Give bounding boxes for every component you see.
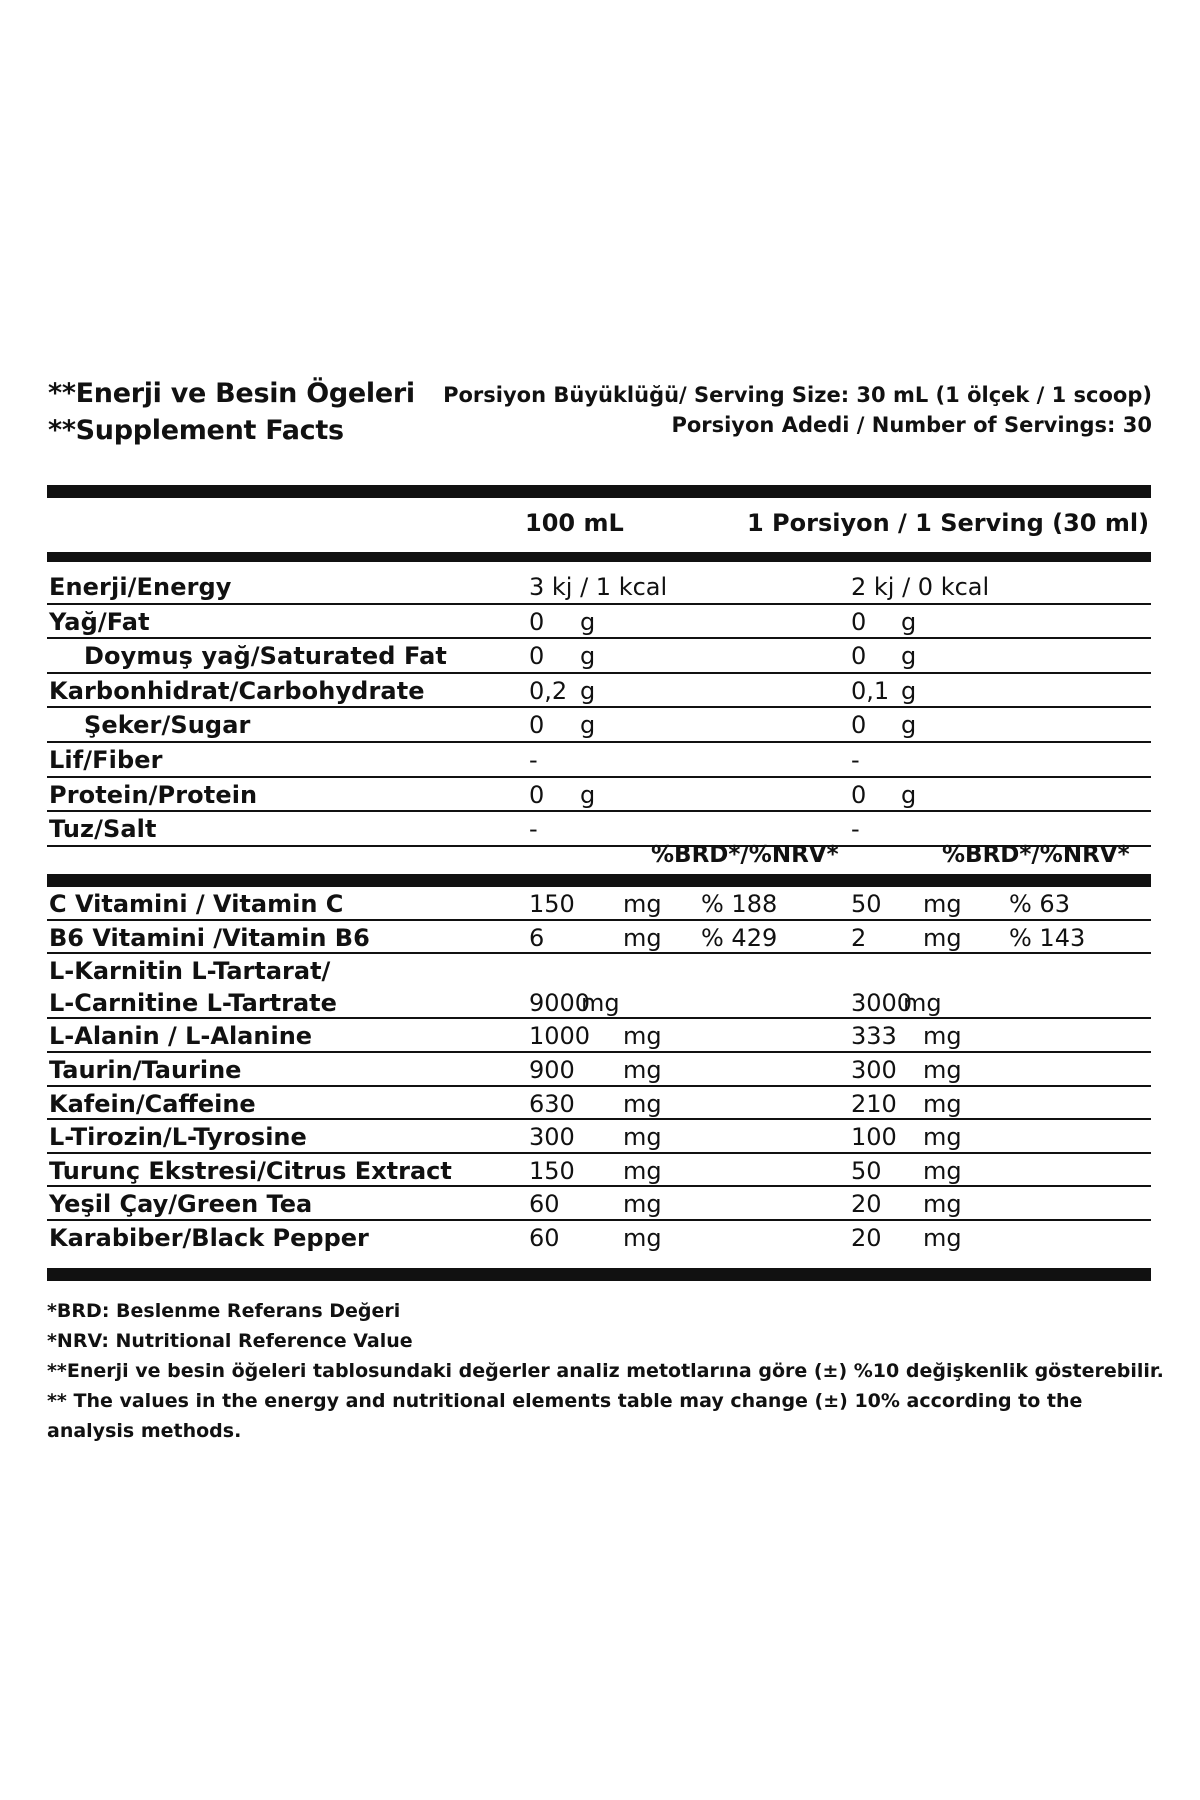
ingredient-name: L-Tirozin/L-Tyrosine xyxy=(49,1123,307,1152)
active-ingredients-table xyxy=(47,887,1151,1253)
unit-serving: g xyxy=(901,607,917,636)
value-100ml: 60 xyxy=(529,1190,560,1219)
value-serving: 0 xyxy=(851,780,867,809)
value-serving: 2 kj / 0 kcal xyxy=(851,573,990,601)
nutrient-name: Yağ/Fat xyxy=(49,607,150,636)
unit-100ml: mg xyxy=(623,1190,662,1219)
nutrient-name: Karbonhidrat/Carbohydrate xyxy=(49,676,425,705)
unit-serving: mg xyxy=(923,1089,962,1118)
unit-serving: g xyxy=(901,780,917,809)
table-row xyxy=(47,674,1151,709)
footnote-variance-tr: **Enerji ve besin öğeleri tablosundaki değerler analiz metotlarına göre (±) %10 değişkenlik gösterebilir. xyxy=(47,1360,1164,1382)
value-serving: 100 xyxy=(851,1123,897,1152)
nrv-label-100ml: %BRD*/%NRV* xyxy=(651,842,839,868)
ingredient-name: Kafein/Caffeine xyxy=(49,1089,256,1118)
value-serving: - xyxy=(851,815,860,844)
ingredient-name: B6 Vitamini /Vitamin B6 xyxy=(49,923,370,952)
unit-100ml: mg xyxy=(623,923,662,952)
unit-100ml: g xyxy=(580,676,596,705)
nrv-header-row xyxy=(47,836,1151,874)
unit-100ml: mg xyxy=(623,890,662,918)
table-row xyxy=(47,954,1151,986)
nutrient-name: Tuz/Salt xyxy=(49,815,157,844)
table-row xyxy=(47,1154,1151,1188)
value-100ml: 300 xyxy=(529,1123,575,1152)
nutrient-name: Protein/Protein xyxy=(49,780,258,809)
value-100ml: 9000 xyxy=(529,988,591,1017)
value-serving: 20 xyxy=(851,1223,882,1252)
table-row xyxy=(47,778,1151,813)
footnote-variance-en: ** The values in the energy and nutritional elements table may change (±) 10% according to the analysis methods. xyxy=(47,1390,1083,1442)
unit-serving: mg xyxy=(923,890,962,918)
unit-serving: mg xyxy=(923,1123,962,1152)
table-row xyxy=(47,1221,1151,1253)
value-100ml: 0 xyxy=(529,607,545,636)
value-100ml: 3 kj / 1 kcal xyxy=(529,573,668,601)
nutrient-name: Şeker/Sugar xyxy=(84,711,251,740)
column-header-serving: 1 Porsiyon / 1 Serving (30 ml) xyxy=(747,509,1150,537)
column-header-row xyxy=(47,503,1151,551)
value-100ml: 630 xyxy=(529,1089,575,1118)
unit-100ml: mg xyxy=(623,1089,662,1118)
value-100ml: 150 xyxy=(529,1156,575,1185)
ingredient-name: Yeşil Çay/Green Tea xyxy=(49,1190,313,1219)
unit-100ml: mg xyxy=(623,1123,662,1152)
ingredient-name: Turunç Ekstresi/Citrus Extract xyxy=(49,1156,452,1185)
value-100ml: 0,2 xyxy=(529,676,568,705)
nrv-label-serving: %BRD*/%NRV* xyxy=(942,842,1130,868)
value-100ml: 150 xyxy=(529,890,575,918)
divider-bottom xyxy=(47,1268,1151,1281)
unit-serving: mg xyxy=(923,1190,962,1219)
value-serving: 50 xyxy=(851,1156,882,1185)
title-english: **Supplement Facts xyxy=(48,415,344,446)
table-row xyxy=(47,605,1151,640)
value-100ml: - xyxy=(529,815,538,844)
unit-serving: mg xyxy=(923,923,962,952)
unit-100ml: mg xyxy=(623,1055,662,1084)
value-100ml: 900 xyxy=(529,1055,575,1084)
table-row xyxy=(47,887,1151,921)
value-serving: 3000 xyxy=(851,988,913,1017)
unit-100ml: g xyxy=(580,711,596,740)
unit-100ml: mg xyxy=(623,1022,662,1051)
unit-serving: g xyxy=(901,711,917,740)
table-row xyxy=(47,1053,1151,1087)
ingredient-name: L-Alanin / L-Alanine xyxy=(49,1022,313,1051)
nrv-serving: % 143 xyxy=(1009,923,1086,952)
title-turkish: **Enerji ve Besin Ögeleri xyxy=(48,378,415,409)
unit-100ml: mg xyxy=(581,988,620,1017)
footnotes xyxy=(47,1296,1177,1446)
unit-serving: mg xyxy=(923,1223,962,1252)
ingredient-name: L-Carnitine L-Tartrate xyxy=(49,988,337,1017)
table-row xyxy=(47,921,1151,955)
unit-100ml: g xyxy=(580,607,596,636)
value-serving: 50 xyxy=(851,890,882,918)
nrv-serving: % 63 xyxy=(1009,890,1070,918)
value-100ml: 6 xyxy=(529,923,545,952)
nutrient-name: Enerji/Energy xyxy=(49,573,232,601)
table-row xyxy=(47,570,1151,605)
unit-serving: mg xyxy=(923,1022,962,1051)
unit-serving: g xyxy=(901,642,917,671)
value-100ml: - xyxy=(529,745,538,774)
unit-100ml: g xyxy=(580,642,596,671)
value-100ml: 0 xyxy=(529,780,545,809)
unit-serving: g xyxy=(901,676,917,705)
ingredient-name: L-Karnitin L-Tartarat/ xyxy=(49,957,331,986)
serving-size: Porsiyon Büyüklüğü/ Serving Size: 30 mL (1 ölçek / 1 scoop) xyxy=(443,383,1152,407)
table-row xyxy=(47,708,1151,743)
value-100ml: 1000 xyxy=(529,1022,591,1051)
serving-info xyxy=(443,380,1152,440)
column-header-100ml: 100 mL xyxy=(525,509,624,537)
value-serving: - xyxy=(851,745,860,774)
table-row xyxy=(47,1187,1151,1221)
footnote-nrv: *NRV: Nutritional Reference Value xyxy=(47,1330,413,1352)
table-row xyxy=(47,1087,1151,1121)
table-row xyxy=(47,986,1151,1020)
unit-serving: mg xyxy=(923,1156,962,1185)
table-row xyxy=(47,1120,1151,1154)
ingredient-name: C Vitamini / Vitamin C xyxy=(49,890,344,918)
nrv-100ml: % 429 xyxy=(701,923,778,952)
table-row xyxy=(47,1019,1151,1053)
value-serving: 0 xyxy=(851,607,867,636)
ingredient-name: Karabiber/Black Pepper xyxy=(49,1223,369,1252)
value-serving: 2 xyxy=(851,923,867,952)
value-100ml: 0 xyxy=(529,711,545,740)
unit-100ml: mg xyxy=(623,1156,662,1185)
value-serving: 20 xyxy=(851,1190,882,1219)
table-row xyxy=(47,743,1151,778)
value-serving: 300 xyxy=(851,1055,897,1084)
value-serving: 0 xyxy=(851,711,867,740)
nrv-100ml: % 188 xyxy=(701,890,778,918)
divider-middle xyxy=(47,874,1151,887)
nutrient-name: Doymuş yağ/Saturated Fat xyxy=(84,642,447,671)
servings-count: Porsiyon Adedi / Number of Servings: 30 xyxy=(671,413,1152,437)
value-100ml: 60 xyxy=(529,1223,560,1252)
ingredient-name: Taurin/Taurine xyxy=(49,1055,242,1084)
value-serving: 210 xyxy=(851,1089,897,1118)
unit-serving: mg xyxy=(923,1055,962,1084)
footnote-brd: *BRD: Beslenme Referans Değeri xyxy=(47,1300,401,1322)
title-block xyxy=(48,375,415,449)
value-100ml: 0 xyxy=(529,642,545,671)
divider-top xyxy=(47,485,1151,498)
nutrient-name: Lif/Fiber xyxy=(49,745,163,774)
divider-header xyxy=(47,552,1151,562)
macro-table xyxy=(47,570,1151,847)
table-row xyxy=(47,639,1151,674)
value-serving: 0,1 xyxy=(851,676,890,705)
value-serving: 0 xyxy=(851,642,867,671)
unit-serving: mg xyxy=(903,988,942,1017)
unit-100ml: g xyxy=(580,780,596,809)
value-serving: 333 xyxy=(851,1022,897,1051)
unit-100ml: mg xyxy=(623,1223,662,1252)
